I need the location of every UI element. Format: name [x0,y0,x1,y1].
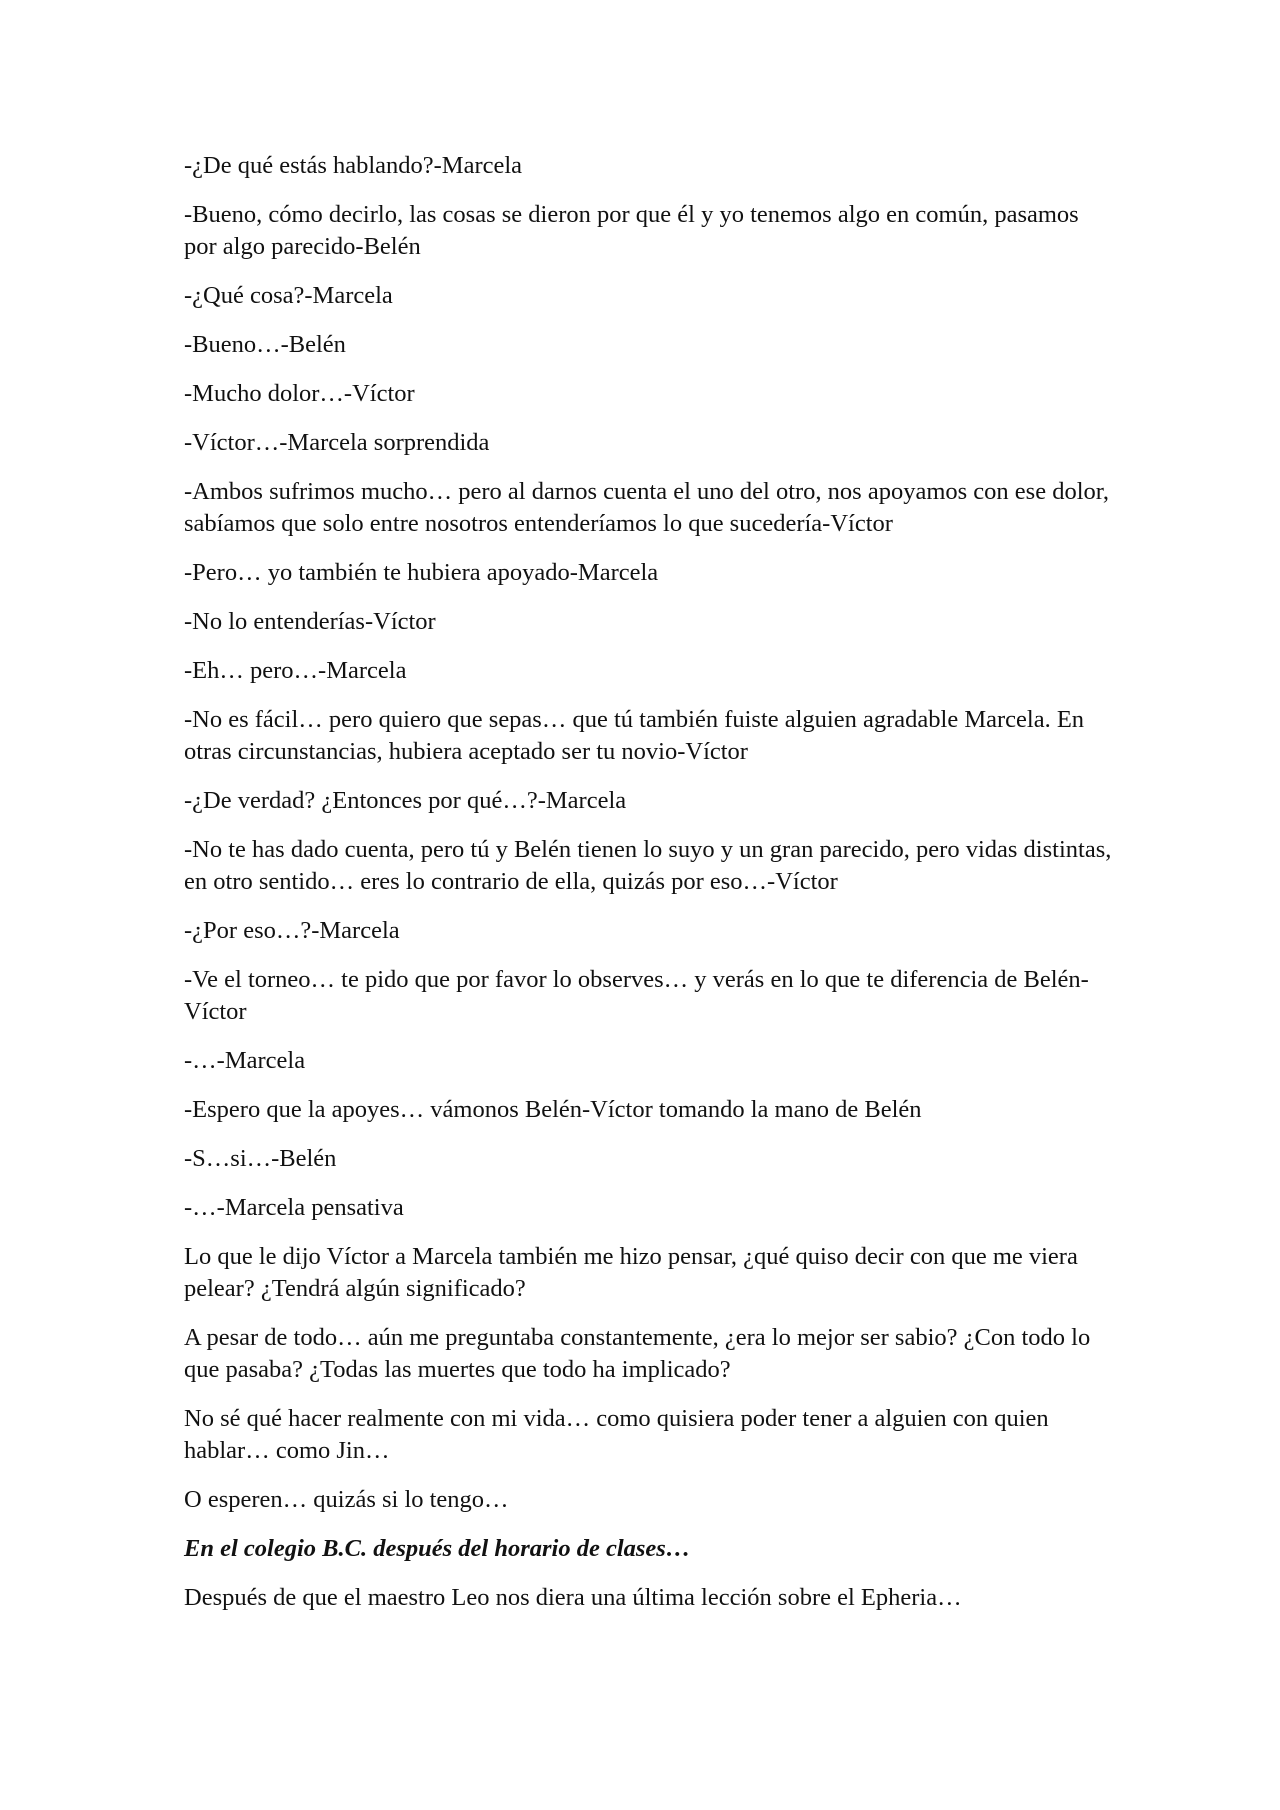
paragraph: -…-Marcela pensativa [184,1194,404,1221]
paragraph: -Espero que la apoyes… vámonos Belén-Víctor tomando la mano de Belén [184,1096,922,1123]
paragraph: -¿De qué estás hablando?-Marcela [184,152,523,179]
paragraph: Lo que le dijo Víctor a Marcela también me hizo pensar, ¿qué quiso decir con que me viera pelear? ¿Tendrá algún significado? [184,1243,1078,1302]
paragraph: -No lo entenderías-Víctor [184,608,436,635]
paragraph: -¿Qué cosa?-Marcela [184,282,393,309]
paragraph: -¿De verdad? ¿Entonces por qué…?-Marcela [184,787,627,814]
scene-heading: En el colegio B.C. después del horario de clases… [184,1535,691,1562]
document-page [184,150,1114,1631]
paragraph: -Ambos sufrimos mucho… pero al darnos cuenta el uno del otro, nos apoyamos con ese dolor, sabíamos que solo entre nosotros entenderíamos lo que sucedería-Víctor [184,478,1110,537]
paragraph: -Eh… pero…-Marcela [184,657,407,684]
paragraph: -¿Por eso…?-Marcela [184,917,400,944]
paragraph: A pesar de todo… aún me preguntaba constantemente, ¿era lo mejor ser sabio? ¿Con todo lo que pasaba? ¿Todas las muertes que todo ha implicado? [184,1324,1091,1383]
paragraph: -…-Marcela [184,1047,306,1074]
paragraph: -Mucho dolor…-Víctor [184,380,415,407]
paragraph: Después de que el maestro Leo nos diera una última lección sobre el Epheria… [184,1584,962,1611]
paragraph: -S…si…-Belén [184,1145,337,1172]
paragraph: -Víctor…-Marcela sorprendida [184,429,490,456]
paragraph: -Bueno…-Belén [184,331,346,358]
paragraph: No sé qué hacer realmente con mi vida… como quisiera poder tener a alguien con quien hablar… como Jin… [184,1405,1049,1464]
paragraph: -Ve el torneo… te pido que por favor lo observes… y verás en lo que te diferencia de Belén-Víctor [184,966,1089,1025]
paragraph: -Pero… yo también te hubiera apoyado-Marcela [184,559,659,586]
paragraph: -No es fácil… pero quiero que sepas… que tú también fuiste alguien agradable Marcela. En otras circunstancias, hubiera aceptado ser tu novio-Víctor [184,706,1085,765]
paragraph: -Bueno, cómo decirlo, las cosas se dieron por que él y yo tenemos algo en común, pasamos por algo parecido-Belén [184,201,1079,260]
paragraph: O esperen… quizás si lo tengo… [184,1486,509,1513]
paragraph: -No te has dado cuenta, pero tú y Belén tienen lo suyo y un gran parecido, pero vidas distintas, en otro sentido… eres lo contrario de ella, quizás por eso…-Víctor [184,836,1112,895]
